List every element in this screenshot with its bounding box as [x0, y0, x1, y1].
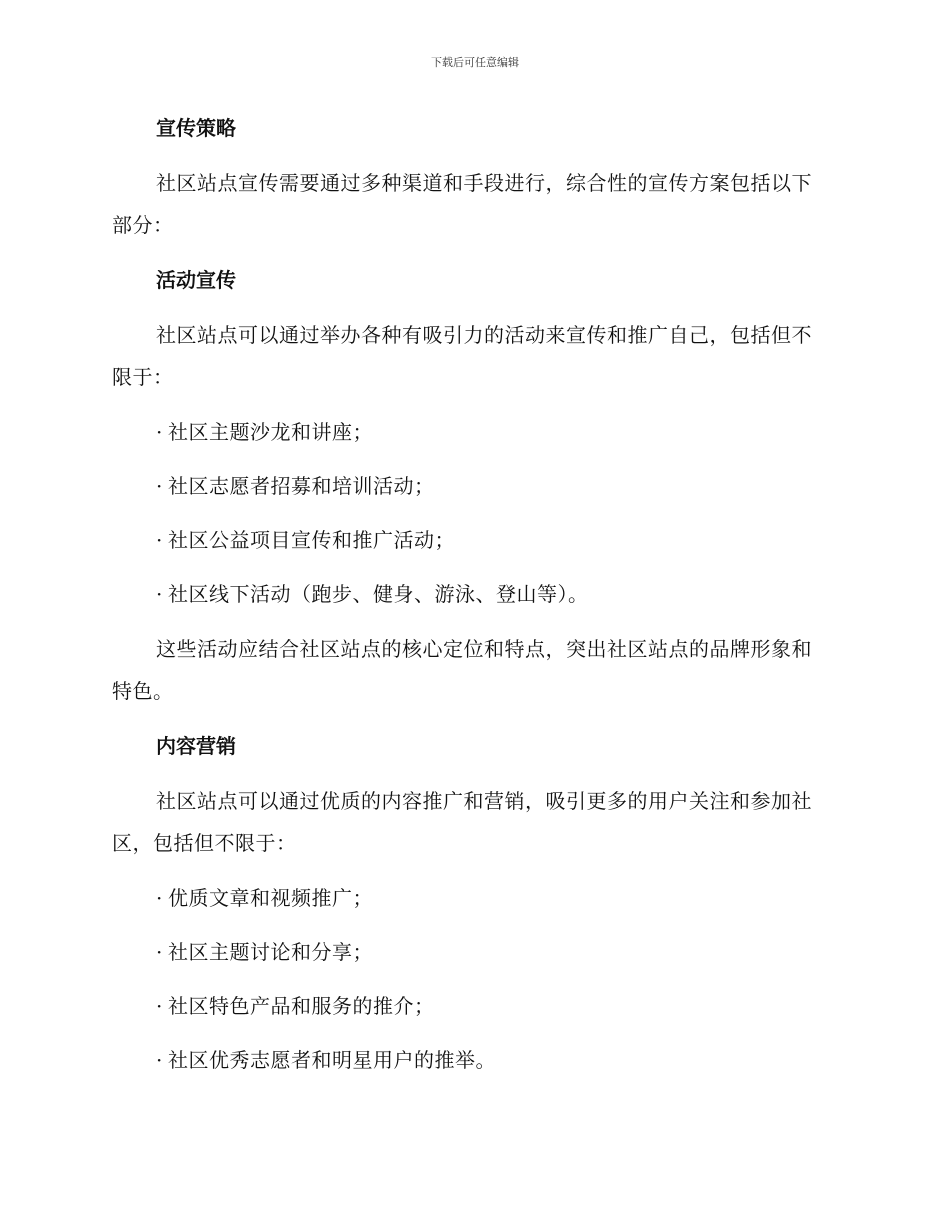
document-body — [112, 112, 832, 1074]
bullet-icon: · — [156, 528, 163, 552]
list-item: · 社区志愿者招募和培训活动； — [156, 474, 435, 498]
paragraph-strategy-intro: 社区站点宣传需要通过多种渠道和手段进行，综合性的宣传方案包括以下部分： — [112, 171, 812, 237]
list-item: · 社区线下活动（跑步、健身、游泳、登山等）。 — [156, 582, 589, 606]
bullet-icon: · — [156, 420, 163, 444]
page-header: 下载后可任意编辑 — [431, 56, 519, 69]
paragraph-activities-intro: 社区站点可以通过举办各种有吸引力的活动来宣传和推广自己，包括但不限于： — [112, 323, 812, 389]
paragraph-content-marketing-intro: 社区站点可以通过优质的内容推广和营销，吸引更多的用户关注和参加社区，包括但不限于： — [112, 789, 812, 855]
list-item: · 社区特色产品和服务的推介； — [156, 994, 435, 1018]
paragraph-activities-closing: 这些活动应结合社区站点的核心定位和特点，突出社区站点的品牌形象和特色。 — [112, 637, 812, 703]
bullet-icon: · — [156, 582, 163, 606]
bullet-icon: · — [156, 994, 163, 1018]
list-item: · 优质文章和视频推广； — [156, 886, 373, 910]
bullet-icon: · — [156, 1048, 163, 1072]
section-heading-content-marketing: 内容营销 — [156, 734, 236, 758]
bullet-icon: · — [156, 940, 163, 964]
section-heading-activities: 活动宣传 — [156, 268, 236, 292]
list-item: · 社区主题讨论和分享； — [156, 940, 373, 964]
list-item: · 社区主题沙龙和讲座； — [156, 420, 373, 444]
bullet-icon: · — [156, 886, 163, 910]
section-heading-strategy: 宣传策略 — [156, 116, 236, 140]
list-item: · 社区公益项目宣传和推广活动； — [156, 528, 455, 552]
list-item: · 社区优秀志愿者和明星用户的推举。 — [156, 1048, 496, 1072]
bullet-icon: · — [156, 474, 163, 498]
